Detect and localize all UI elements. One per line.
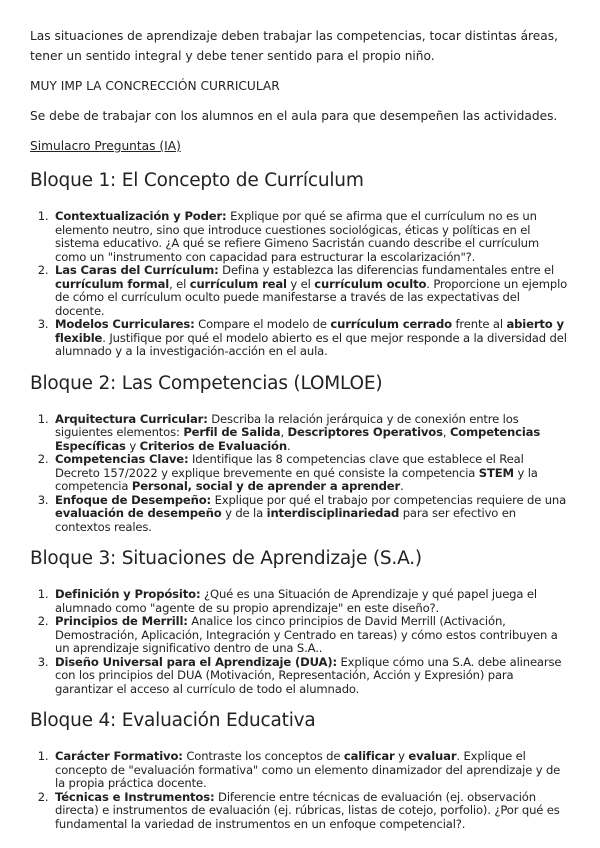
question-label: Las Caras del Currículum: xyxy=(55,263,219,277)
question-text: y la competencia xyxy=(55,465,538,493)
bold-term: Criterios de Evaluación xyxy=(139,438,287,453)
question-item xyxy=(52,615,570,656)
bloque-title: Bloque 2: Las Competencias (LOMLOE) xyxy=(30,372,383,394)
bold-term: STEM xyxy=(478,465,514,480)
question-item xyxy=(52,588,570,615)
bold-term: currículum oculto xyxy=(314,276,427,291)
question-label: Diseño Universal para el Aprendizaje (DUA): xyxy=(55,654,337,669)
question-item xyxy=(52,318,570,359)
bold-term: evaluación de desempeño xyxy=(55,506,222,520)
question-text: ¿Qué es una Situación de Aprendizaje y qué papel juega el alumnado como "agente de su propio aprendizaje" en este diseño?. xyxy=(55,587,537,615)
question-blocks xyxy=(30,170,570,831)
bloque-1 xyxy=(30,170,570,359)
question-text: . Explique el concepto de "evaluación formativa" como un elemento dinamizador del aprendizaje y de la propia práctica docente. xyxy=(55,749,561,790)
question-list xyxy=(30,588,570,696)
bold-term: evaluar xyxy=(408,749,457,763)
question-text: y xyxy=(125,438,140,453)
question-text: y el xyxy=(286,276,315,291)
question-text: para ser efectivo en contextos reales. xyxy=(55,506,516,534)
question-text: Identifique las 8 competencias clave que establece el Real Decreto 157/2022 y explique brevemente en qué consiste la competencia xyxy=(55,452,524,480)
bloque-4 xyxy=(30,710,570,831)
question-item xyxy=(52,264,570,318)
question-text: . xyxy=(286,438,291,453)
bold-term: Competencias Específicas xyxy=(55,425,541,453)
question-text: . Justifique por qué el modelo abierto es el que mejor responde a la diversidad del alumnado y a la investigación-acción en el aula. xyxy=(55,330,567,358)
question-list xyxy=(30,750,570,831)
question-list xyxy=(30,413,570,535)
bold-term: currículum formal xyxy=(55,276,170,291)
question-text: Explique cómo una S.A. debe alinearse con los principios del DUA (Motivación, Representación, Acción y Expresión) para garantizar el acceso al currículo de todo el alumnado. xyxy=(55,654,562,696)
bloque-3 xyxy=(30,548,570,696)
question-text: . Proporcione un ejemplo de cómo el currículum oculto puede manifestarse a través de las expectativas del docente. xyxy=(55,276,568,318)
question-text: , xyxy=(280,425,288,439)
question-item xyxy=(52,453,570,494)
bold-term: Perfil de Salida xyxy=(183,425,281,439)
question-text: Explique por qué el trabajo por competencias requiere de una xyxy=(211,492,567,507)
question-text: y xyxy=(394,749,409,763)
bloque-title: Bloque 4: Evaluación Educativa xyxy=(30,710,316,731)
question-text: y de la xyxy=(221,506,267,520)
bold-term: interdisciplinariedad xyxy=(266,506,400,520)
question-label: Competencias Clave: xyxy=(55,452,189,466)
question-text: Compare el modelo de xyxy=(194,317,331,331)
bold-term: calificar xyxy=(343,749,395,763)
bold-term: currículum cerrado xyxy=(330,317,452,331)
question-item xyxy=(52,413,570,454)
question-item xyxy=(52,791,570,832)
intro-paragraph-3: Se debe de trabajar con los alumnos en el aula para que desempeñen las actividades. xyxy=(30,109,558,123)
bloque-title: Bloque 3: Situaciones de Aprendizaje (S.A.) xyxy=(30,548,422,569)
bold-term: Descriptores Operativos xyxy=(287,425,443,439)
question-text: Diferencie entre técnicas de evaluación (ej. observación directa) e instrumentos de evaluación (ej. rúbricas, listas de cotejo, porfolio). ¿Por qué es fundamental la variedad de instrumentos en un enfoque competencial?. xyxy=(55,789,560,831)
question-item xyxy=(52,750,570,791)
question-text: Explique por qué se afirma que el currículum no es un elemento neutro, sino que introduce cuestiones sociológicas, éticas y políticas en el sistema educativo. ¿A qué se refiere Gimeno Sacristán cuando describe el currículum como un "instrumento con capacidad para estructurar la escolarización"?. xyxy=(55,209,539,264)
question-item xyxy=(52,656,570,697)
question-text: Contraste los conceptos de xyxy=(182,749,344,763)
question-text: . xyxy=(400,479,404,493)
question-text: , el xyxy=(169,276,190,291)
question-label: Carácter Formativo: xyxy=(55,749,183,763)
question-label: Modelos Curriculares: xyxy=(55,317,195,331)
question-label: Arquitectura Curricular: xyxy=(55,411,208,426)
question-label: Contextualización y Poder: xyxy=(55,209,227,223)
bold-term: abierto y flexible xyxy=(55,317,564,345)
question-text: Defina y establezca las diferencias fundamentales entre el xyxy=(218,263,555,277)
question-list xyxy=(30,210,570,359)
bold-term: Personal, social y de aprender a aprender xyxy=(131,479,401,493)
simulacro-link[interactable]: Simulacro Preguntas (IA) xyxy=(30,139,181,153)
question-label: Principios de Merrill: xyxy=(55,614,188,628)
intro-paragraph-2: MUY IMP LA CONCRECCIÓN CURRICULAR xyxy=(30,79,280,93)
question-label: Definición y Propósito: xyxy=(55,587,201,601)
question-item xyxy=(52,494,570,535)
bloque-2 xyxy=(30,373,570,535)
question-text: Analice los cinco principios de David Merrill (Activación, Demostración, Aplicación, Integración y Centrado en tareas) y cómo estos contribuyen a un aprendizaje significativo dentro de una S.A.. xyxy=(55,614,558,655)
question-item xyxy=(52,210,570,264)
intro-paragraph-1: Las situaciones de aprendizaje deben trabajar las competencias, tocar distintas áreas, tener un sentido integral y debe tener sentido para el propio niño. xyxy=(30,29,558,63)
question-label: Técnicas e Instrumentos: xyxy=(55,789,215,804)
question-text: , xyxy=(442,425,450,439)
question-text: frente al xyxy=(451,317,507,331)
question-text: Describa la relación jerárquica y de conexión entre los siguientes elementos: xyxy=(55,411,519,439)
question-label: Enfoque de Desempeño: xyxy=(55,492,212,507)
bold-term: currículum real xyxy=(189,276,287,291)
bloque-title: Bloque 1: El Concepto de Currículum xyxy=(30,170,364,191)
